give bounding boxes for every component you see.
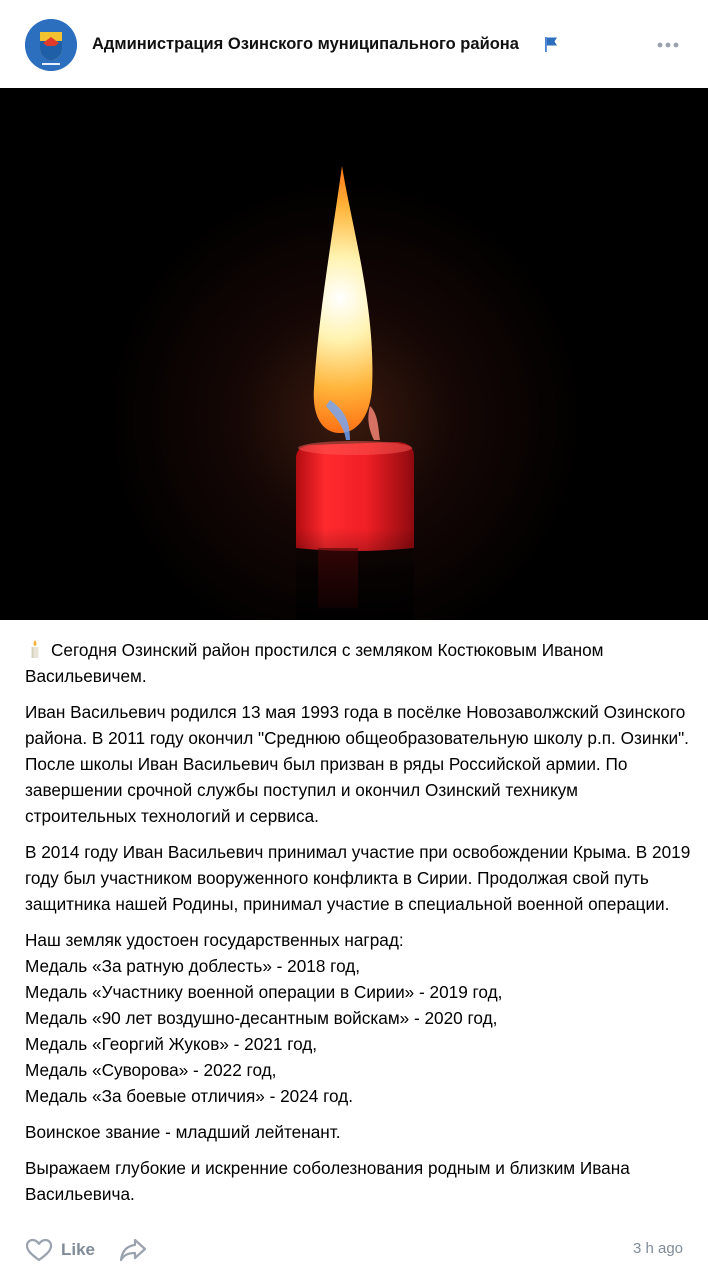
award-item: Медаль «Участнику военной операции в Сирии» - 2019 год,	[25, 982, 503, 1002]
post-footer	[0, 1236, 708, 1280]
post-header	[0, 0, 708, 88]
paragraph-awards	[25, 927, 693, 1109]
award-item: Медаль «90 лет воздушно-десантным войскам» - 2020 год,	[25, 1008, 498, 1028]
award-item: Медаль «За боевые отличия» - 2024 год.	[25, 1086, 353, 1106]
award-item: Медаль «Суворова» - 2022 год,	[25, 1060, 277, 1080]
heart-icon	[25, 1238, 53, 1262]
more-icon[interactable]	[656, 38, 680, 52]
post-text	[25, 637, 693, 1217]
paragraph-rank: Воинское звание - младший лейтенант.	[25, 1122, 341, 1142]
candle-image	[0, 88, 708, 620]
awards-intro: Наш земляк удостоен государственных наград:	[25, 930, 404, 950]
award-item: Медаль «Георгий Жуков» - 2021 год,	[25, 1034, 318, 1054]
candle-emoji	[25, 639, 45, 659]
post-photo-candle[interactable]	[0, 88, 708, 620]
avatar-emblem	[25, 19, 77, 71]
like-label: Like	[61, 1240, 96, 1259]
community-avatar[interactable]	[25, 19, 77, 71]
like-button[interactable]	[25, 1236, 95, 1264]
intro-text: Сегодня Озинский район простился с земляком Костюковым Иваном Васильевичем.	[25, 640, 604, 686]
post-timestamp: 3 h ago	[632, 1240, 683, 1257]
flag-icon	[542, 35, 560, 53]
paragraph-biography: Иван Васильевич родился 13 мая 1993 года в посёлке Новозаволжский Озинского района. В 2011 году окончил "Среднюю общеобразовательную школу р.п. Озинки". После школы Иван Васильевич был призван в ряды Российской армии. По завершении срочной службы поступил и окончил Озинский техникум строительных технологий и сервиса.	[25, 702, 689, 826]
paragraph-service: В 2014 году Иван Васильевич принимал участие при освобождении Крыма. В 2019 году был участником вооруженного конфликта в Сирии. Продолжая свой путь защитника нашей Родины, принимал участие в специальной военной операции.	[25, 842, 691, 914]
share-button[interactable]	[118, 1236, 148, 1264]
award-item: Медаль «За ратную доблесть» - 2018 год,	[25, 956, 361, 976]
author-name[interactable]: Администрация Озинского муниципального района	[92, 35, 519, 53]
paragraph-condolences: Выражаем глубокие и искренние соболезнования родным и близким Ивана Васильевича.	[25, 1158, 630, 1204]
paragraph-intro	[25, 637, 693, 689]
share-icon	[118, 1236, 148, 1264]
